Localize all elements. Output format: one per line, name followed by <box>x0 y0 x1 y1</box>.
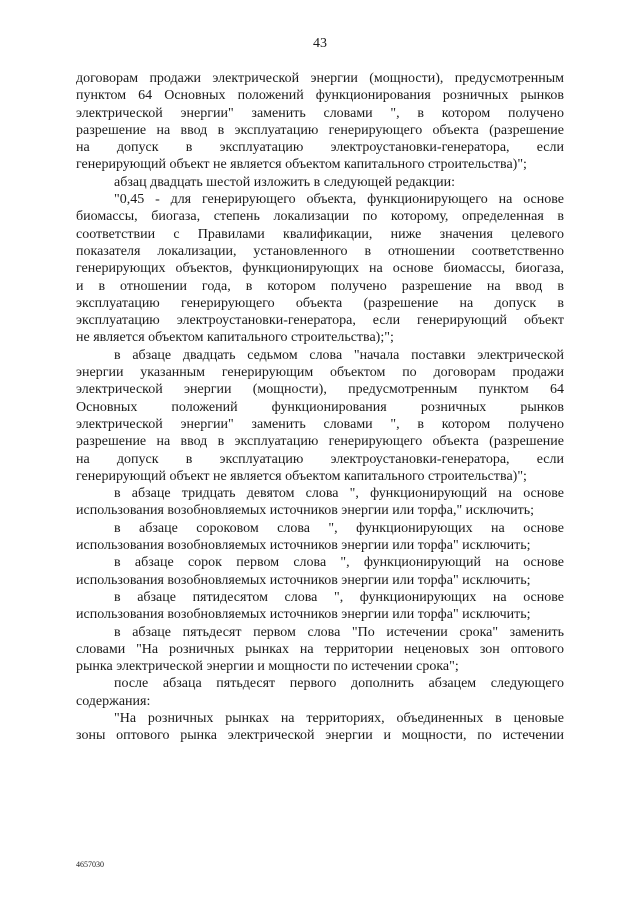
text-line: словами "На розничных рынках на территории неценовых зон оптового <box>76 641 564 657</box>
text-line: договорам продажи электрической энергии (мощности), предусмотренным <box>76 71 564 86</box>
text-line: в абзаце пятидесятом слова ", функционирующих на основе <box>114 589 564 605</box>
page-number: 43 <box>313 36 327 51</box>
text-line: разрешение на ввод в эксплуатацию генерирующего объекта (разрешение <box>76 122 564 138</box>
text-line: пунктом 64 Основных положений функционирования розничных рынков <box>76 88 564 104</box>
text-line: генерирующий объект не является объектом капитального строительства)"; <box>76 157 527 173</box>
text-line: показателя локализации, установленного в отношении соответственно <box>76 243 564 259</box>
text-line: содержания: <box>76 693 151 709</box>
document-id: 4657030 <box>76 860 104 869</box>
text-line: эксплуатацию электроустановки-генератора, если генерирующий объект <box>76 313 564 329</box>
text-line: зоны оптового рынка электрической энергии и мощности, по истечении <box>76 728 564 744</box>
text-line: Основных положений функционирования розничных рынков <box>76 399 564 415</box>
text-line: "На розничных рынках на территориях, объединенных в ценовые <box>114 710 564 726</box>
text-line: использования возобновляемых источников энергии или торфа" исключить; <box>76 572 531 588</box>
text-line: генерирующий объект не является объектом капитального строительства)"; <box>76 468 527 484</box>
text-line: в абзаце тридцать девятом слова ", функционирующий на основе <box>114 486 564 502</box>
text-line: и в отношении года, в котором получено разрешение на ввод в <box>76 278 564 294</box>
text-line: в абзаце сороковом слова ", функционирующих на основе <box>114 520 564 536</box>
text-line: биомассы, биогаза, степень локализации по которому, определенная в <box>76 209 564 225</box>
text-line: на допуск в эксплуатацию электроустановки-генератора, если <box>76 451 564 467</box>
text-line: не является объектом капитального строительства);"; <box>76 330 394 346</box>
text-line: использования возобновляемых источников энергии или торфа," исключить; <box>76 503 535 519</box>
text-line: электрической энергии" заменить словами ", в котором получено <box>76 105 564 121</box>
text-line: использования возобновляемых источников энергии или торфа" исключить; <box>76 538 531 554</box>
text-line: электрической энергии" заменить словами ", в котором получено <box>76 416 564 432</box>
text-line: использования возобновляемых источников энергии или торфа" исключить; <box>76 607 531 623</box>
text-line: в абзаце двадцать седьмом слова "начала поставки электрической <box>114 347 564 363</box>
text-line: генерирующих объектов, функционирующих на основе биомассы, биогаза, <box>76 261 564 277</box>
text-line: в абзаце сорок первом слова ", функционирующий на основе <box>114 555 564 571</box>
text-line: абзац двадцать шестой изложить в следующей редакции: <box>114 174 456 190</box>
document-body <box>76 70 564 745</box>
text-line: соответствии с Правилами квалификации, ниже значения целевого <box>76 226 564 242</box>
text-line: рынка электрической энергии и мощности по истечении срока"; <box>76 659 459 675</box>
text-line: на допуск в эксплуатацию электроустановки-генератора, если <box>76 140 564 156</box>
text-line: в абзаце пятьдесят первом слова "По истечении срока" заменить <box>114 624 564 640</box>
text-line: эксплуатацию генерирующего объекта (разрешение на допуск в <box>76 295 564 311</box>
text-line: энергии указанным генерирующим объектом по договорам продажи <box>76 365 564 381</box>
text-line: "0,45 - для генерирующего объекта, функционирующего на основе <box>114 192 564 208</box>
text-line: после абзаца пятьдесят первого дополнить абзацем следующего <box>114 676 564 692</box>
text-line: электрической энергии (мощности), предусмотренным пунктом 64 <box>76 382 564 398</box>
text-line: разрешение на ввод в эксплуатацию генерирующего объекта (разрешение <box>76 434 564 450</box>
